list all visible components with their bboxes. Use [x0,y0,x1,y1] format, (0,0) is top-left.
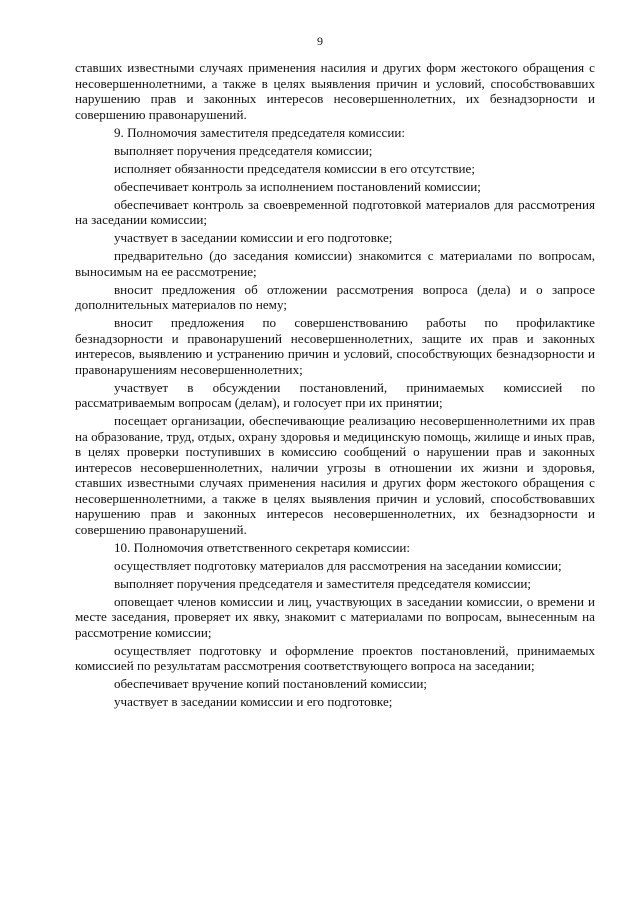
paragraph: обеспечивает контроль за своевременной подготовкой материалов для рассмотрения на заседании комиссии; [75,196,595,227]
paragraph: осуществляет подготовку и оформление проектов постановлений, принимаемых комиссией по результатам рассмотрения соответствующего вопроса на заседании; [75,642,595,673]
paragraph: осуществляет подготовку материалов для рассмотрения на заседании комиссии; [114,557,562,573]
document-body [75,60,595,712]
paragraph: посещает организации, обеспечивающие реализацию несовершеннолетними их прав на образование, труд, отдых, охрану здоровья и медицинскую помощь, жилище и иных прав, в целях проверки поступивших в комиссию сообщений о нарушении прав и законных интересов несовершеннолетних, наличии угрозы в отношении их жизни и здоровья, ставших известными случаях применения насилия и других форм жестокого обращения с несовершеннолетними, а также в целях выявления причин и условий, способствовавших нарушению прав и законных интересов несовершеннолетних, их безнадзорности и совершению правонарушений. [75,413,595,537]
page-number: 9 [317,34,323,48]
paragraph: участвует в заседании комиссии и его подготовке; [114,694,393,709]
paragraph: обеспечивает вручение копий постановлений комиссии; [114,676,427,691]
paragraph: 10. Полномочия ответственного секретаря комиссии: [114,539,411,555]
paragraph: выполняет поручения председателя и заместителя председателя комиссии; [114,575,531,591]
paragraph: ставших известными случаях применения насилия и других форм жестокого обращения с несовершеннолетними, а также в целях выявления причин и условий, способствовавших нарушению прав и законных интересов несовершеннолетних, их безнадзорности и совершению правонарушений. [75,60,595,122]
paragraph: предварительно (до заседания комиссии) знакомится с материалами по вопросам, выносимым на ее рассмотрение; [75,248,595,279]
paragraph: участвует в обсуждении постановлений, принимаемых комиссией по рассматриваемым вопросам (делам), и голосует при их принятии; [75,379,595,410]
paragraph: обеспечивает контроль за исполнением постановлений комиссии; [114,178,481,194]
paragraph: оповещает членов комиссии и лиц, участвующих в заседании комиссии, о времени и месте заседания, проверяет их явку, знакомит с материалами по вопросам, вынесенным на рассмотрение комиссии; [75,593,595,640]
paragraph: вносит предложения по совершенствованию работы по профилактике безнадзорности и правонарушений несовершеннолетних, защите их прав и законных интересов, выявлению и устранению причин и условий, способствующих безнадзорности и правонарушениям несовершеннолетних; [75,315,595,377]
paragraph: участвует в заседании комиссии и его подготовке; [114,230,393,245]
paragraph: вносит предложения об отложении рассмотрения вопроса (дела) и о запросе дополнительных материалов по нему; [75,281,595,312]
paragraph: выполняет поручения председателя комиссии; [114,142,373,158]
paragraph: 9. Полномочия заместителя председателя комиссии: [114,124,405,140]
paragraph: исполняет обязанности председателя комиссии в его отсутствие; [114,160,475,176]
